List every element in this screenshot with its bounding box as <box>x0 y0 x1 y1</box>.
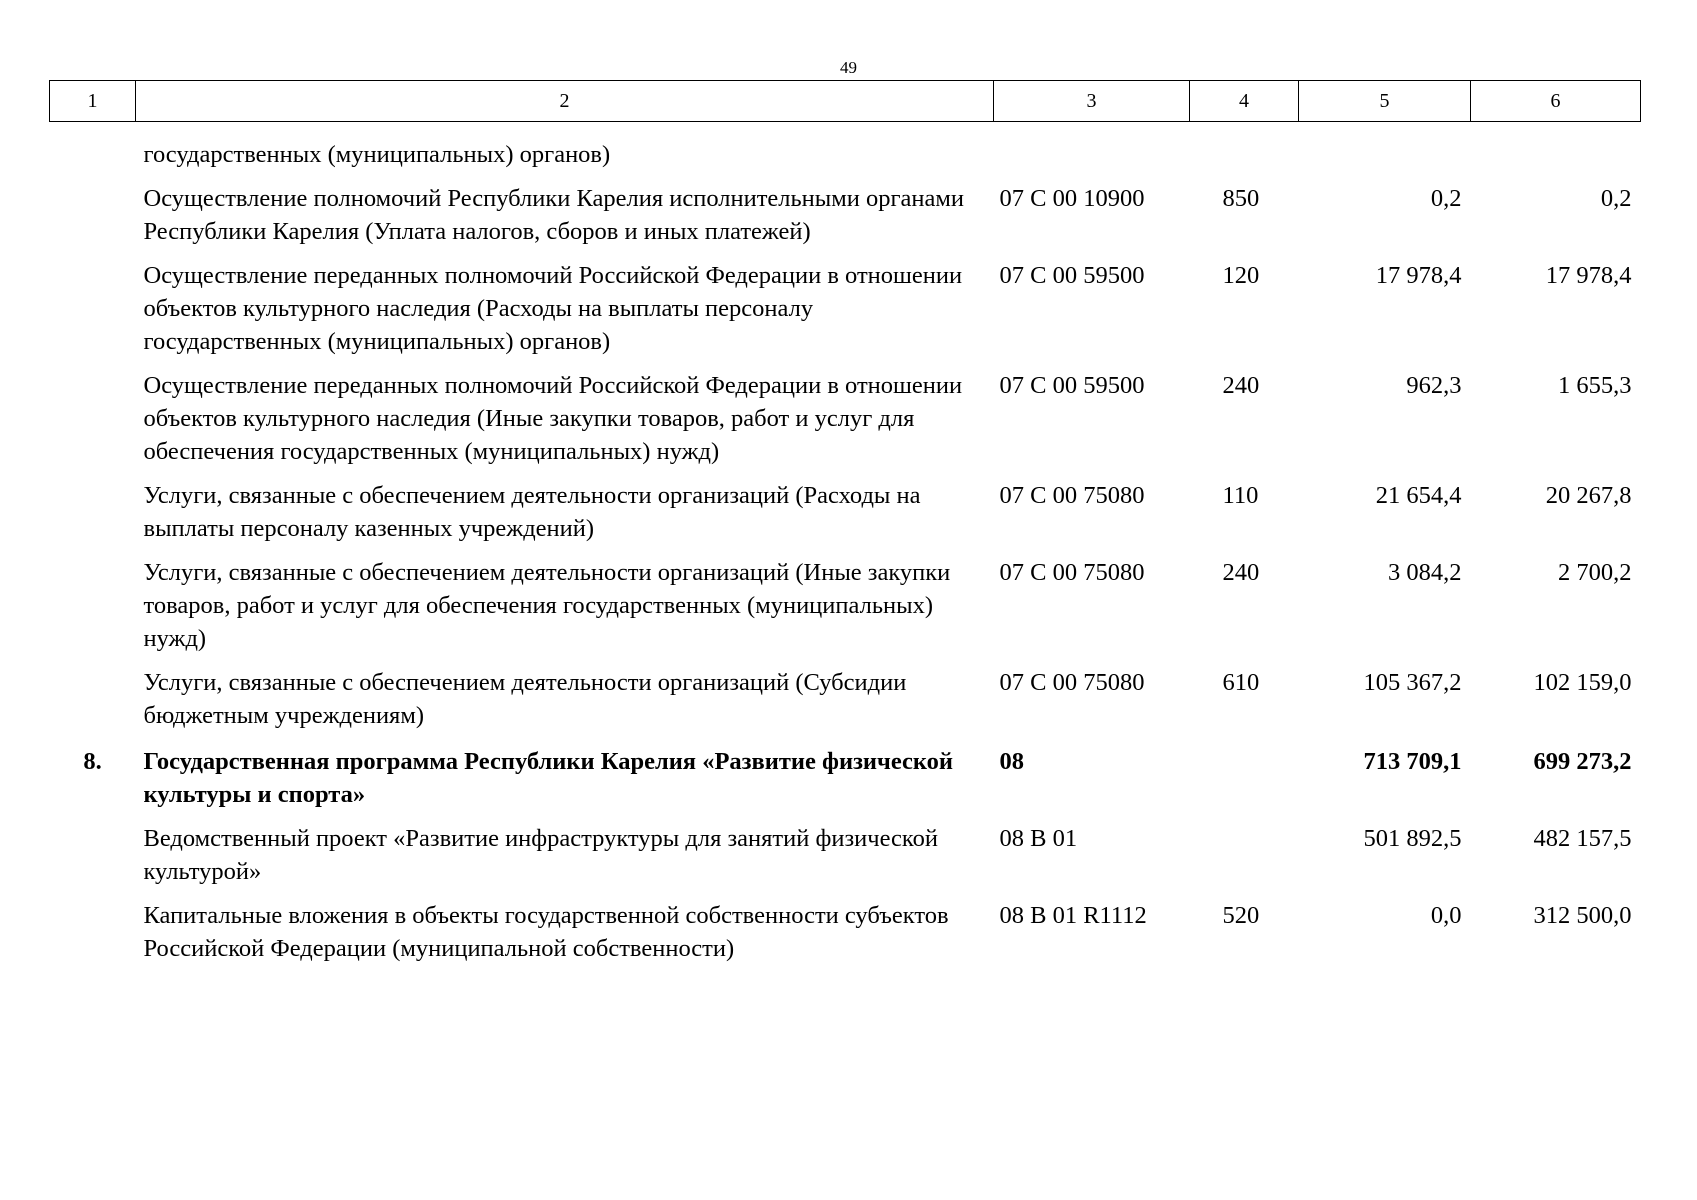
row-amount-col5: 3 084,2 <box>1388 559 1462 586</box>
row-amount-col6: 699 273,2 <box>1533 748 1632 775</box>
row-description: Осуществление переданных полномочий Российской Федерации в отношении объектов культурного наследия (Иные закупки товаров, работ и услуг для обеспечения государственных (муниципальных) нужд) <box>143 372 963 465</box>
row-amount-col6: 2 700,2 <box>1558 559 1632 586</box>
row-number <box>50 171 136 248</box>
row-amount-col6 <box>1471 122 1641 172</box>
row-expense-type <box>1190 811 1299 888</box>
row-expense-type: 110 <box>1222 482 1259 509</box>
row-number <box>50 811 136 888</box>
row-description: Услуги, связанные с обеспечением деятельности организаций (Иные закупки товаров, работ и услуг для обеспечения государственных (муниципальных) нужд) <box>143 559 951 652</box>
row-amount-col5: 713 709,1 <box>1363 748 1462 775</box>
row-code: 07 С 00 59500 <box>999 372 1145 399</box>
row-amount-col5: 501 892,5 <box>1363 825 1462 852</box>
table-row <box>50 358 1641 468</box>
row-amount-col6: 1 655,3 <box>1558 372 1632 399</box>
row-description: Услуги, связанные с обеспечением деятельности организаций (Субсидии бюджетным учреждениям) <box>143 669 907 729</box>
row-description: Государственная программа Республики Карелия «Развитие физической культуры и спорта» <box>143 748 954 808</box>
header-row <box>50 81 1641 122</box>
row-number <box>50 468 136 545</box>
row-number <box>50 655 136 732</box>
row-code: 07 С 00 75080 <box>999 669 1145 696</box>
row-number <box>50 358 136 468</box>
row-expense-type: 610 <box>1222 669 1260 696</box>
table-row <box>50 732 1641 811</box>
row-number <box>50 248 136 358</box>
row-code: 08 В 01 R1112 <box>999 902 1147 929</box>
table-header <box>50 81 1641 122</box>
table-row <box>50 171 1641 248</box>
row-number <box>50 888 136 965</box>
row-expense-type: 520 <box>1222 902 1260 929</box>
header-col-6: 6 <box>1471 81 1641 122</box>
row-amount-col5: 21 654,4 <box>1375 482 1462 509</box>
row-description: Осуществление полномочий Республики Карелия исполнительными органами Республики Карелия (Уплата налогов, сборов и иных платежей) <box>143 185 965 245</box>
table-row <box>50 248 1641 358</box>
row-amount-col6: 482 157,5 <box>1533 825 1632 852</box>
table-row <box>50 468 1641 545</box>
row-expense-type: 850 <box>1222 185 1260 212</box>
row-code: 07 С 00 75080 <box>999 482 1145 509</box>
header-col-2: 2 <box>136 81 994 122</box>
row-amount-col6: 17 978,4 <box>1545 262 1632 289</box>
table-row <box>50 888 1641 965</box>
row-expense-type <box>1190 122 1299 172</box>
row-amount-col6: 0,2 <box>1600 185 1632 212</box>
row-description: Ведомственный проект «Развитие инфраструктуры для занятий физической культурой» <box>143 825 938 885</box>
row-description: Капитальные вложения в объекты государственной собственности субъектов Российской Федерации (муниципальной собственности) <box>143 902 949 962</box>
table-body <box>50 122 1641 966</box>
row-number: 8. <box>83 748 102 775</box>
row-code: 07 С 00 59500 <box>999 262 1145 289</box>
row-code <box>994 122 1190 172</box>
row-amount-col5: 17 978,4 <box>1375 262 1462 289</box>
row-code: 08 <box>999 748 1024 775</box>
row-expense-type: 240 <box>1222 372 1260 399</box>
budget-table <box>49 80 1641 965</box>
table-row <box>50 122 1641 172</box>
table-row <box>50 545 1641 655</box>
row-amount-col5: 0,2 <box>1430 185 1462 212</box>
header-col-3: 3 <box>994 81 1190 122</box>
header-col-5: 5 <box>1299 81 1471 122</box>
row-expense-type <box>1190 732 1299 811</box>
row-code: 07 С 00 10900 <box>999 185 1145 212</box>
row-code: 07 С 00 75080 <box>999 559 1145 586</box>
table-row <box>50 811 1641 888</box>
header-col-1: 1 <box>50 81 136 122</box>
page-number: 49 <box>840 58 857 77</box>
row-description: Осуществление переданных полномочий Российской Федерации в отношении объектов культурного наследия (Расходы на выплаты персоналу государственных (муниципальных) органов) <box>143 262 963 355</box>
row-amount-col5 <box>1299 122 1471 172</box>
row-amount-col6: 20 267,8 <box>1545 482 1632 509</box>
row-amount-col5: 962,3 <box>1406 372 1462 399</box>
row-amount-col5: 0,0 <box>1430 902 1462 929</box>
row-description: Услуги, связанные с обеспечением деятельности организаций (Расходы на выплаты персоналу казенных учреждений) <box>143 482 921 542</box>
row-expense-type: 240 <box>1222 559 1260 586</box>
row-amount-col6: 312 500,0 <box>1533 902 1632 929</box>
row-code: 08 В 01 <box>999 825 1078 852</box>
row-number <box>50 545 136 655</box>
row-amount-col6: 102 159,0 <box>1533 669 1632 696</box>
row-description: государственных (муниципальных) органов) <box>143 141 611 168</box>
row-number <box>50 122 136 172</box>
row-expense-type: 120 <box>1222 262 1260 289</box>
table-row <box>50 655 1641 732</box>
row-amount-col5: 105 367,2 <box>1363 669 1462 696</box>
header-col-4: 4 <box>1190 81 1299 122</box>
